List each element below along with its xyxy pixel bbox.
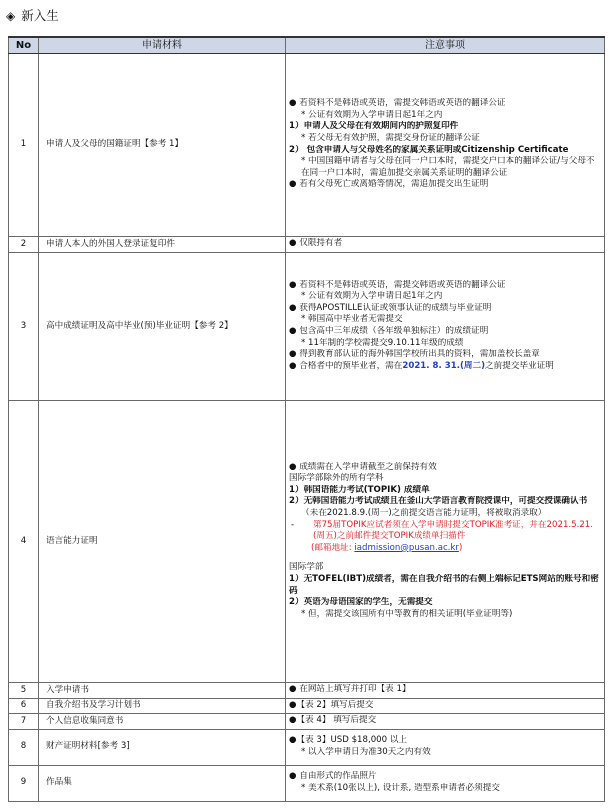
material-cell: 自我介绍书及学习计划书 [39, 698, 286, 714]
row-number: 6 [9, 698, 39, 714]
note-line: * 11年制的学校需提交9.10.11年级的成绩 [301, 337, 464, 348]
note-line: ● 获得APOSTILLE认证或领事认证的成绩与毕业证明 [289, 302, 492, 313]
note-line: ● 得到教育部认证的海外韩国学校所出具的资料，需加盖校长盖章 [289, 349, 540, 360]
note-line [289, 361, 601, 373]
table-row [9, 729, 605, 765]
note-line: ●【表 4】 填写后提交 [289, 715, 377, 726]
table-row [9, 237, 605, 253]
row-number: 5 [9, 683, 39, 699]
note-line: 1）韩国语能力考试(TOPIK) 成绩单 [289, 484, 430, 495]
notes-cell [286, 698, 605, 714]
section-heading [6, 6, 59, 26]
material-cell: 申请人及父母的国籍证明【参考 1】 [39, 54, 286, 237]
notes-cell [286, 714, 605, 730]
notes-cell [286, 683, 605, 699]
header-no: No [9, 37, 39, 54]
note-line: * 公证有效期为入学申请日起1年之内 [301, 291, 443, 302]
note-line: * 若父母无有效护照，需提交身份证的翻译公证 [301, 132, 480, 143]
note-line: ● 包含高中三年成绩（各年级单独标注）的成绩证明 [289, 326, 489, 336]
note-line: ● 仅限持有者 [289, 238, 343, 249]
topik-notice: 第75届TOPIK应试者须在入学申请时提交TOPIK准考证，并在2021.5.21.(周五)之前邮件提交TOPIK成绩单扫描件 [313, 519, 594, 542]
note-text: ● 合格者中的预毕业者，需在 [289, 360, 403, 371]
note-line: * 以入学申请日为准30天之内有效 [301, 746, 431, 757]
material-cell: 个人信息收集同意书 [39, 714, 286, 730]
note-line: * 韩国高中毕业者无需提交 [301, 314, 403, 325]
note-line: 国际学部除外的所有学科 [289, 473, 384, 484]
row-number: 3 [9, 253, 39, 401]
row-number: 1 [9, 54, 39, 237]
note-line: 1）申请人及父母在有效期间内的护照复印件 [289, 121, 459, 132]
note-line: 2）无韩国语能力考试成绩且在釜山大学语言教育院授课中，可提交授课确认书 [289, 496, 588, 507]
notes-cell [286, 729, 605, 765]
row-number: 8 [9, 729, 39, 765]
section-title: 新入生 [21, 8, 59, 23]
requirements-table [8, 36, 605, 802]
email-label: (邮箱地址: [311, 542, 352, 553]
row-number: 2 [9, 237, 39, 253]
deadline-date: 2021. 8. 31.(周二) [402, 360, 486, 371]
material-cell: 语言能力证明 [39, 401, 286, 683]
material-cell: 作品集 [39, 765, 286, 801]
note-text: 之前提交毕业证明 [485, 360, 554, 371]
note-line [289, 520, 601, 543]
material-cell: 财产证明材料[参考 3] [39, 729, 286, 765]
note-line [289, 543, 601, 555]
diamond-icon: ◈ [6, 9, 16, 23]
spacer [289, 554, 601, 562]
email-close: ) [458, 542, 463, 553]
header-material: 申请材料 [39, 37, 286, 54]
note-line: * 中国国籍申请者与父母在同一户口本时，需提交户口本的翻译公证/与父母不在同一户口本时，需追加提交亲属关系证明的翻译公证 [301, 156, 595, 178]
note-line: ● 若资料不是韩语或英语，需提交韩语或英语的翻译公证 [289, 98, 506, 109]
row-number: 7 [9, 714, 39, 730]
note-line: * 但，需提交该国所有中等教育的相关证明(毕业证明等) [301, 608, 513, 619]
note-line: ● 若资料不是韩语或英语，需提交韩语或英语的翻译公证 [289, 279, 506, 290]
header-notes: 注意事项 [286, 37, 605, 54]
table-row [9, 253, 605, 401]
table-row [9, 698, 605, 714]
note-line: ● 自由形式的作品照片 [289, 771, 377, 782]
note-line: 2）英语为母语国家的学生，无需提交 [289, 597, 433, 608]
note-line: ● 若有父母死亡或离婚等情况，需追加提交出生证明 [289, 179, 489, 190]
email-link[interactable]: iadmission@pusan.ac.kr [354, 542, 459, 553]
material-cell: 申请人本人的外国人登录证复印件 [39, 237, 286, 253]
note-line: （未在2021.8.9.(周一)之前提交语言能力证明，将被取消录取） [301, 508, 547, 519]
table-row [9, 683, 605, 699]
note-line: * 美术系(10张以上), 设计系, 造型系申请者必须提交 [301, 782, 500, 793]
table-row [9, 54, 605, 237]
note-line: 2） 包含申请人与父母姓名的家属关系证明或Citizenship Certificate [289, 144, 569, 155]
notes-cell [286, 765, 605, 801]
row-number: 9 [9, 765, 39, 801]
table-row [9, 401, 605, 683]
row-number: 4 [9, 401, 39, 683]
table-row [9, 714, 605, 730]
notes-cell [286, 54, 605, 237]
notes-cell [286, 253, 605, 401]
material-cell: 入学申请书 [39, 683, 286, 699]
notes-cell [286, 401, 605, 683]
note-line: ●【表 2】填写后提交 [289, 699, 374, 710]
material-cell: 高中成绩证明及高中毕业(预)毕业证明【参考 2】 [39, 253, 286, 401]
note-line: 1）无TOFEL(IBT)成绩者，需在自我介绍书的右侧上端标记ETS网站的账号和密码 [289, 573, 599, 596]
notes-cell [286, 237, 605, 253]
dash-marker: - [291, 519, 295, 530]
table-row [9, 765, 605, 801]
note-line: * 公证有效期为入学申请日起1年之内 [301, 109, 443, 120]
table-header-row [9, 37, 605, 54]
note-line: 国际学部 [289, 562, 324, 573]
note-line: ●【表 3】USD $18,000 以上 [289, 735, 408, 746]
note-line: ● 成绩需在入学申请截至之前保持有效 [289, 461, 437, 472]
note-line: ● 在网站上填写并打印【表 1】 [289, 684, 411, 694]
